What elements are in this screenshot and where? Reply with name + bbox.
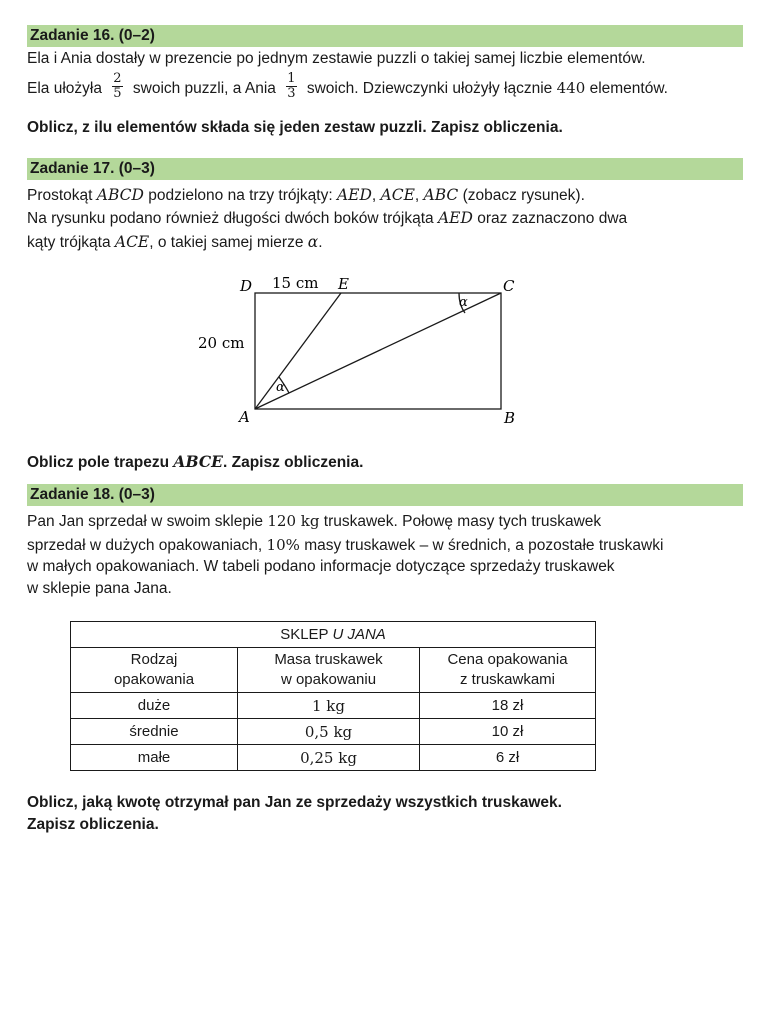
task16-text-total: swoich. Dziewczynki ułożyły łącznie — [306, 80, 553, 97]
task17-header: Zadanie 17. (0–3) — [27, 158, 743, 180]
t18-l2b: masy truskawek – w średnich, a pozostałe truskawki — [304, 537, 664, 554]
col-header-price — [420, 648, 596, 693]
t18-l1b: truskawek. Połowę masy tych truskawek — [323, 513, 602, 530]
t17-l3a: kąty trójkąta — [27, 234, 111, 251]
cell-price: 18 zł — [420, 693, 596, 719]
segment-ac — [255, 293, 501, 409]
t17-abce: ABCE — [173, 452, 223, 471]
task18-text-line4: w sklepie pana Jana. — [27, 580, 172, 597]
fraction-two-fifths — [112, 72, 122, 101]
cell-mass: 1 kg — [238, 693, 420, 719]
table-title-row — [71, 622, 596, 648]
task16-instruction: Oblicz, z ilu elementów składa się jeden zestaw puzzli. Zapisz obliczenia. — [27, 119, 563, 136]
task17-instruction — [27, 452, 363, 473]
label-alpha-c: α — [459, 295, 468, 310]
rectangle-figure — [0, 265, 768, 435]
label-alpha-a: α — [276, 380, 285, 395]
t17-abcd: ABCD — [96, 186, 144, 204]
t17-l2a: Na rysunku podano również długości dwóch boków trójkąta — [27, 210, 434, 227]
sales-table — [70, 621, 596, 771]
t17-aed: AED — [336, 186, 372, 204]
frac2-numerator: 1 — [287, 71, 296, 87]
t17-abc: ABC — [423, 186, 459, 204]
cell-type: małe — [71, 745, 238, 771]
label-a: A — [239, 408, 250, 426]
task16-count: 440 — [556, 79, 586, 97]
t17-l3b: , o takiej samej mierze — [149, 234, 304, 251]
task18-text-line1 — [27, 511, 601, 532]
task16-text-ela: Ela ułożyła — [27, 80, 102, 97]
header-mass-l2: w opakowaniu — [280, 671, 377, 688]
task18-instruction-line2: Zapisz obliczenia. — [27, 816, 159, 833]
task16-header: Zadanie 16. (0–2) — [27, 25, 743, 47]
label-e: E — [338, 275, 349, 293]
task16-text-end: elementów. — [589, 80, 668, 97]
frac1-numerator: 2 — [113, 71, 122, 87]
t17-l1a: Prostokąt — [27, 187, 93, 204]
t18-pct: 10% — [266, 536, 300, 554]
t17-l1b: podzielono na trzy trójkąty: — [148, 187, 333, 204]
task16-text-line1: Ela i Ania dostały w prezencie po jednym zestawie puzzli o takiej samej liczbie elementów. — [27, 50, 646, 67]
label-de-length: 15 cm — [272, 274, 319, 292]
t17-l1c: (zobacz rysunek). — [462, 187, 585, 204]
table-title — [71, 622, 596, 648]
cell-type: średnie — [71, 719, 238, 745]
t17-instr-a: Oblicz pole trapezu — [27, 454, 170, 471]
header-price-l1: Cena opakowania — [447, 651, 568, 668]
cell-mass: 0,25 kg — [238, 745, 420, 771]
cell-price: 10 zł — [420, 719, 596, 745]
t17-ace: ACE — [380, 186, 415, 204]
t18-l1a: Pan Jan sprzedał w swoim sklepie — [27, 513, 264, 530]
label-c: C — [503, 277, 515, 295]
task18-instruction-line1: Oblicz, jaką kwotę otrzymał pan Jan ze sprzedaży wszystkich truskawek. — [27, 794, 562, 811]
cell-mass: 0,5 kg — [238, 719, 420, 745]
task18-header: Zadanie 18. (0–3) — [27, 484, 743, 506]
cell-type: duże — [71, 693, 238, 719]
task17-text-line3: kąty trójkąta ACE, o takiej samej mierze α. — [27, 233, 323, 251]
col-header-type — [71, 648, 238, 693]
t17-l2b: oraz zaznaczono dwa — [477, 210, 628, 227]
table-title-b: U JANA — [332, 626, 386, 643]
task16-text-ania: swoich puzzli, a Ania — [132, 80, 276, 97]
header-mass-l1: Masa truskawek — [274, 651, 383, 668]
task18-text-line2 — [27, 535, 663, 556]
task17-text-line2 — [27, 208, 627, 229]
segment-ae — [255, 293, 341, 409]
frac1-denominator: 5 — [113, 86, 122, 102]
label-d: D — [240, 277, 253, 295]
table-title-a: SKLEP — [280, 626, 333, 643]
t17-aed-2: AED — [437, 209, 473, 227]
task18-text-line3: w małych opakowaniach. W tabeli podano informacje dotyczące sprzedaży truskawek — [27, 558, 615, 575]
t18-l2a: sprzedał w dużych opakowaniach, — [27, 537, 263, 554]
t18-mass: 120 kg — [267, 512, 320, 530]
frac2-denominator: 3 — [287, 86, 296, 102]
table-header-row — [71, 648, 596, 693]
table-row — [71, 693, 596, 719]
task16-text-line2 — [27, 72, 668, 105]
label-b: B — [504, 409, 516, 427]
header-type-l1: Rodzaj — [130, 651, 178, 668]
fraction-one-third — [286, 72, 296, 101]
table-row — [71, 745, 596, 771]
cell-price: 6 zł — [420, 745, 596, 771]
col-header-mass — [238, 648, 420, 693]
task17-text-line1: Prostokąt ABCD podzielono na trzy trójkąty: AED, ACE, ABC (zobacz rysunek). — [27, 186, 585, 204]
t17-alpha: α — [307, 233, 319, 251]
header-type-l2: opakowania — [113, 671, 195, 688]
t17-instr-b: . Zapisz obliczenia. — [223, 454, 364, 471]
t17-ace-2: ACE — [114, 233, 150, 251]
header-price-l2: z truskawkami — [459, 671, 556, 688]
label-ad-length: 20 cm — [198, 334, 245, 352]
table-row — [71, 719, 596, 745]
